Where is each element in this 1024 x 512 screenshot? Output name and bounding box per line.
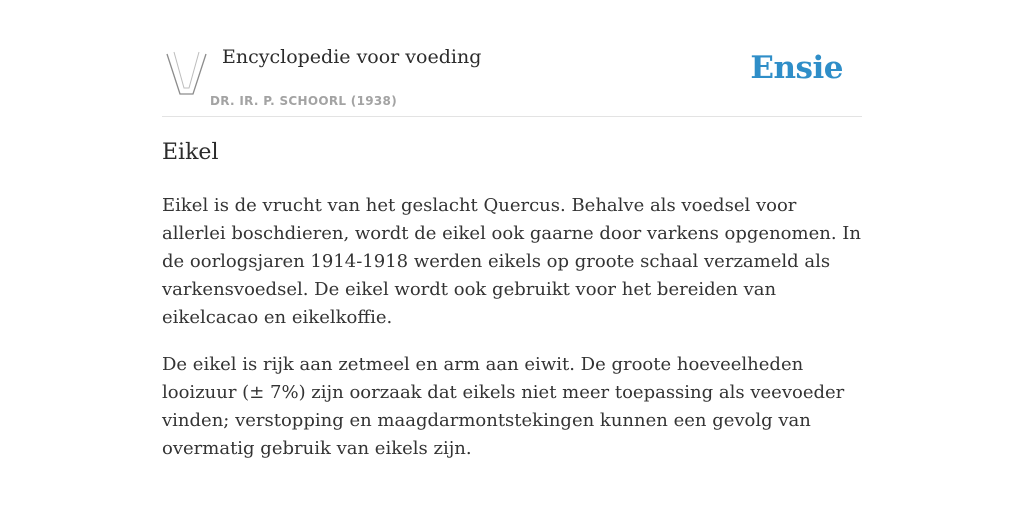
entry-title: Eikel [162,140,219,165]
paragraph: Eikel is de vrucht van het geslacht Quercus. Behalve als voedsel voor allerlei boschdieren, wordt de eikel ook gaarne door varkens opgenomen. In de oorlogsjaren 1914-1918 werden eikels op groote schaal verzameld als varkensvoedsel. De eikel wordt ook gebruikt voor het bereiden van eikelcacao en eikelkoffie. [162,195,861,328]
author-label: DR. IR. P. SCHOORL (1938) [210,94,397,108]
book-title[interactable]: Encyclopedie voor voeding [222,46,482,68]
entry-body [162,192,864,482]
paragraph: De eikel is rijk aan zetmeel en arm aan eiwit. De groote hoeveelheden looizuur (± 7%) zijn oorzaak dat eikels niet meer toepassing als veevoeder vinden; verstopping en maagdarmontstekingen kunnen een gevolg van overmatig gebruik van eikels zijn. [162,354,845,459]
v-logo-icon[interactable] [165,48,209,98]
brand-link[interactable]: Ensie [750,50,843,86]
header [162,40,862,117]
